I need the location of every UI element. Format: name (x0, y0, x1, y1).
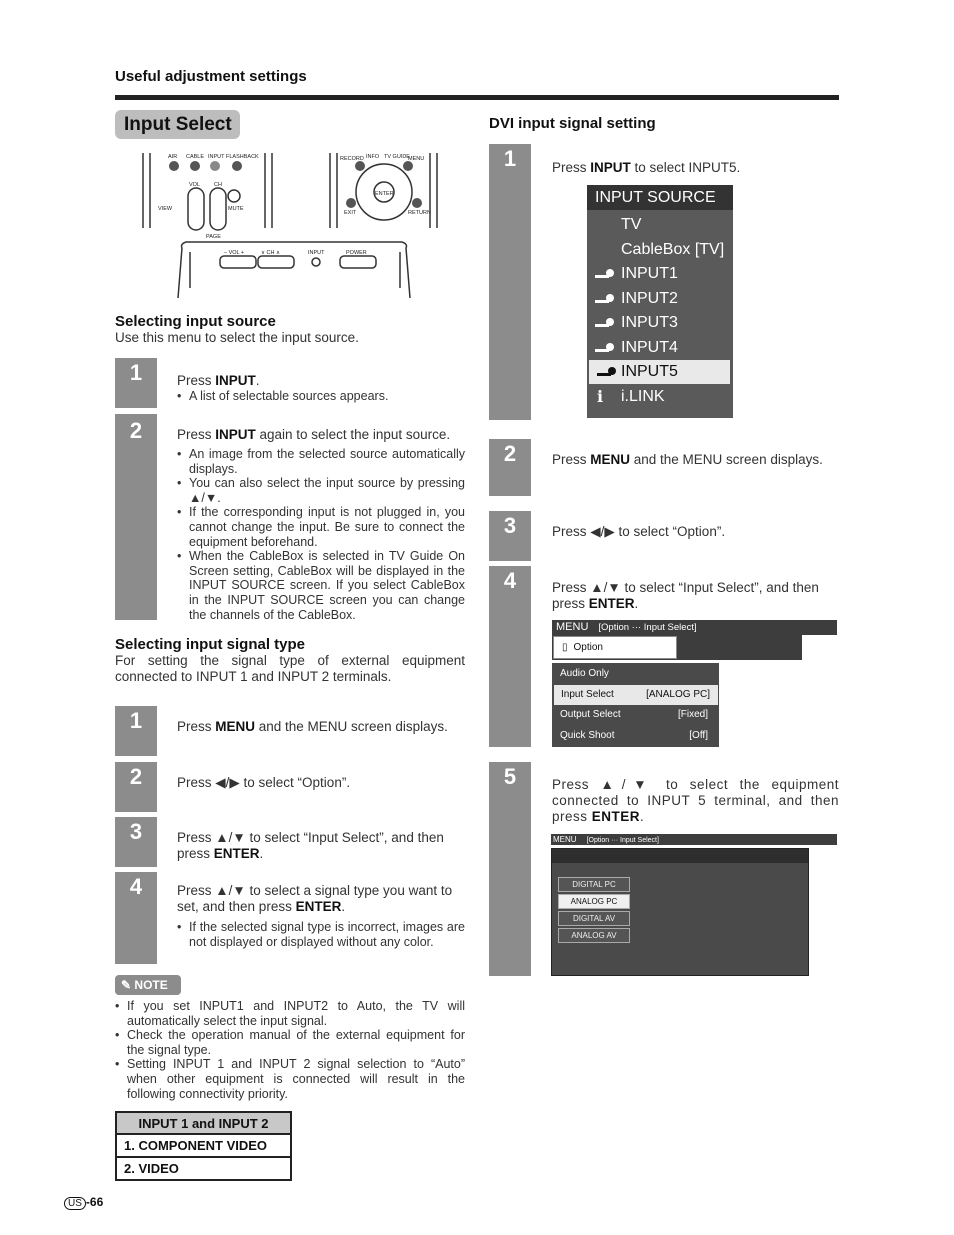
bullet: • An image from the selected source automatically displays. (177, 447, 465, 476)
pencil-icon: ✎ (121, 978, 132, 992)
step-number: 5 (503, 764, 517, 789)
step-number: 4 (503, 568, 517, 593)
note-list (115, 999, 465, 1101)
step-bullets (177, 447, 465, 622)
input-source-header: INPUT SOURCE (587, 185, 733, 210)
remote-label-cable: CABLE (186, 154, 205, 160)
remote-label-page: PAGE (206, 234, 221, 240)
page-number: -66 (85, 1195, 104, 1209)
note-item: • Check the operation manual of the external equipment for the signal type. (115, 1028, 465, 1057)
plug-4-icon (595, 343, 615, 353)
source-item-input4[interactable]: INPUT4 (587, 336, 733, 360)
step-text: Press ▲/▼ to select “Input Select”, and then press ENTER. (552, 580, 819, 611)
remote-label-enter: ENTER (375, 191, 394, 197)
option-list (552, 663, 719, 747)
panel-label-input: INPUT (308, 250, 325, 256)
step-bar (115, 414, 157, 620)
breadcrumb: [Option ··· Input Select] (598, 622, 697, 633)
breadcrumb: [Option ··· Input Select] (586, 837, 659, 844)
signal-menu-bar (551, 834, 837, 845)
step-bar (115, 817, 157, 867)
step-number: 1 (503, 146, 517, 171)
step-number: 2 (129, 418, 143, 443)
note-label: NOTE (134, 978, 168, 992)
remote-label-air: AIR (168, 154, 178, 160)
signal-option-analog-av[interactable]: ANALOG AV (558, 928, 630, 943)
plug-3-icon (595, 318, 615, 328)
source-item-input5[interactable]: INPUT5 (589, 360, 730, 384)
page-footer (64, 1195, 103, 1210)
page-title: Input Select (115, 110, 240, 139)
bullet: • When the CableBox is selected in TV Guide On Screen setting, CableBox will be displayed in the INPUT SOURCE screen. If you select CableBox in the INPUT SOURCE screen you can change the channels of the CableBox. (177, 549, 465, 622)
plug-1-icon (595, 269, 615, 279)
signal-option-digital-av[interactable]: DIGITAL AV (558, 911, 630, 926)
step-bar (489, 762, 531, 976)
info-icon: i (597, 387, 604, 406)
option-menu-bar (552, 620, 837, 635)
remote-label-menu: MENU (408, 156, 425, 162)
remote-label-info: INFO (366, 154, 380, 160)
step-text: Press INPUT again to select the input source. (177, 427, 451, 442)
priority-table (115, 1111, 292, 1181)
source-item-cablebox[interactable]: CableBox [TV] (621, 241, 725, 258)
source-item-ilink[interactable]: i i.LINK (597, 387, 665, 406)
dvi-title: DVI input signal setting (489, 115, 656, 132)
input-source-menu (587, 185, 733, 418)
remote-label-record: RECORD (340, 156, 364, 162)
source-item-input2[interactable]: INPUT2 (587, 287, 733, 311)
menu-label: MENU (556, 621, 589, 633)
step-bar (115, 872, 157, 964)
remote-label-vol: VOL (189, 182, 201, 188)
bullet: • You can also select the input source by pressing ▲/▼. (177, 476, 465, 505)
option-row-input-select[interactable]: Input Select [ANALOG PC] (554, 685, 718, 705)
plug-5-icon (597, 367, 617, 377)
remote-label-input: INPUT (208, 154, 225, 160)
step-number: 4 (129, 874, 143, 899)
step-number: 2 (503, 441, 517, 466)
step-bar (489, 566, 531, 747)
remote-label-return: RETURN (408, 210, 431, 216)
step-number: 3 (503, 513, 517, 538)
remote-label-view: VIEW (158, 206, 173, 212)
step-bar (115, 706, 157, 756)
note-item: • If you set INPUT1 and INPUT2 to Auto, the TV will automatically select the input signal. (115, 999, 465, 1028)
selecting-type-title: Selecting input signal type (115, 636, 306, 653)
source-item-input3[interactable]: INPUT3 (587, 311, 733, 335)
remote-label-tvguide: TV GUIDE (384, 154, 410, 160)
panel-label-ch: ∨ CH ∧ (261, 250, 281, 256)
step-text: Press MENU and the MENU screen displays. (177, 719, 448, 734)
step-text: Press ◀/▶ to select “Option”. (552, 524, 726, 539)
step-bullets (177, 389, 465, 404)
option-tab-strip (552, 635, 802, 660)
step-bar (489, 511, 531, 561)
bullet: • A list of selectable sources appears. (177, 389, 465, 404)
signal-option-digital-pc[interactable]: DIGITAL PC (558, 877, 630, 892)
step-bar (115, 762, 157, 812)
selecting-source-title: Selecting input source (115, 313, 276, 330)
remote-illustration (140, 148, 440, 303)
bullet: • If the corresponding input is not plugged in, you cannot change the input. Be sure to connect the equipment beforehand. (177, 505, 465, 549)
plug-2-icon (595, 294, 615, 304)
tab-option[interactable]: ▯ Option (553, 636, 677, 659)
step-text: Press MENU and the MENU screen displays. (552, 452, 823, 467)
panel-label-vol: – VOL + (224, 250, 245, 256)
selecting-type-desc: For setting the signal type of external equipment connected to INPUT 1 and INPUT 2 terminals. (115, 653, 465, 684)
step-text: Press INPUT to select INPUT5. (552, 160, 741, 175)
step-number: 1 (129, 360, 143, 385)
option-row-output-select[interactable]: Output Select [Fixed] (560, 709, 708, 720)
note-badge (115, 975, 181, 995)
source-item-tv[interactable]: TV (621, 216, 642, 233)
step-text: Press ▲/▼ to select “Input Select”, and then press ENTER. (177, 830, 444, 861)
option-row-quick-shoot[interactable]: Quick Shoot [Off] (560, 730, 708, 741)
step-text: Press ▲/▼ to select a signal type you want to set, and then press ENTER. (177, 883, 453, 914)
priority-row: 2. VIDEO (116, 1157, 291, 1180)
step-number: 1 (129, 708, 143, 733)
step-number: 2 (129, 764, 143, 789)
step-text: Press ◀/▶ to select “Option”. (177, 775, 351, 790)
step-bar (489, 439, 531, 496)
note-item: • Setting INPUT 1 and INPUT 2 signal selection to “Auto” when other equipment is connected will result in the following connectivity priority. (115, 1057, 465, 1101)
signal-panel-header (552, 849, 808, 863)
section-heading: Useful adjustment settings (115, 68, 307, 85)
menu-label: MENU (553, 835, 577, 844)
priority-row: 1. COMPONENT VIDEO (116, 1134, 291, 1157)
source-item-input1[interactable]: INPUT1 (587, 262, 733, 286)
step-number: 3 (129, 819, 143, 844)
header-rule (115, 95, 839, 100)
step-text: Press ▲/▼ to select the equipment connected to INPUT 5 terminal, and then press ENTER. (552, 777, 839, 824)
remote-label-flashback: FLASHBACK (226, 154, 259, 160)
option-icon: ▯ (562, 642, 568, 653)
remote-label-ch: CH (214, 182, 222, 188)
panel-label-power: POWER (346, 250, 367, 256)
selecting-source-desc: Use this menu to select the input source. (115, 330, 359, 345)
step-bar (115, 358, 157, 408)
remote-label-exit: EXIT (344, 210, 357, 216)
region-badge: US (64, 1197, 86, 1210)
priority-table-header: INPUT 1 and INPUT 2 (116, 1112, 291, 1134)
signal-option-analog-pc[interactable]: ANALOG PC (558, 894, 630, 909)
step-text: Press INPUT. (177, 373, 260, 388)
bullet: • If the selected signal type is incorrect, images are not displayed or displayed without any color. (177, 920, 465, 949)
step-bullets (177, 920, 465, 949)
signal-panel (551, 848, 809, 976)
option-row-audio-only[interactable]: Audio Only (560, 668, 609, 679)
step-bar (489, 144, 531, 420)
remote-label-mute: MUTE (228, 206, 244, 212)
